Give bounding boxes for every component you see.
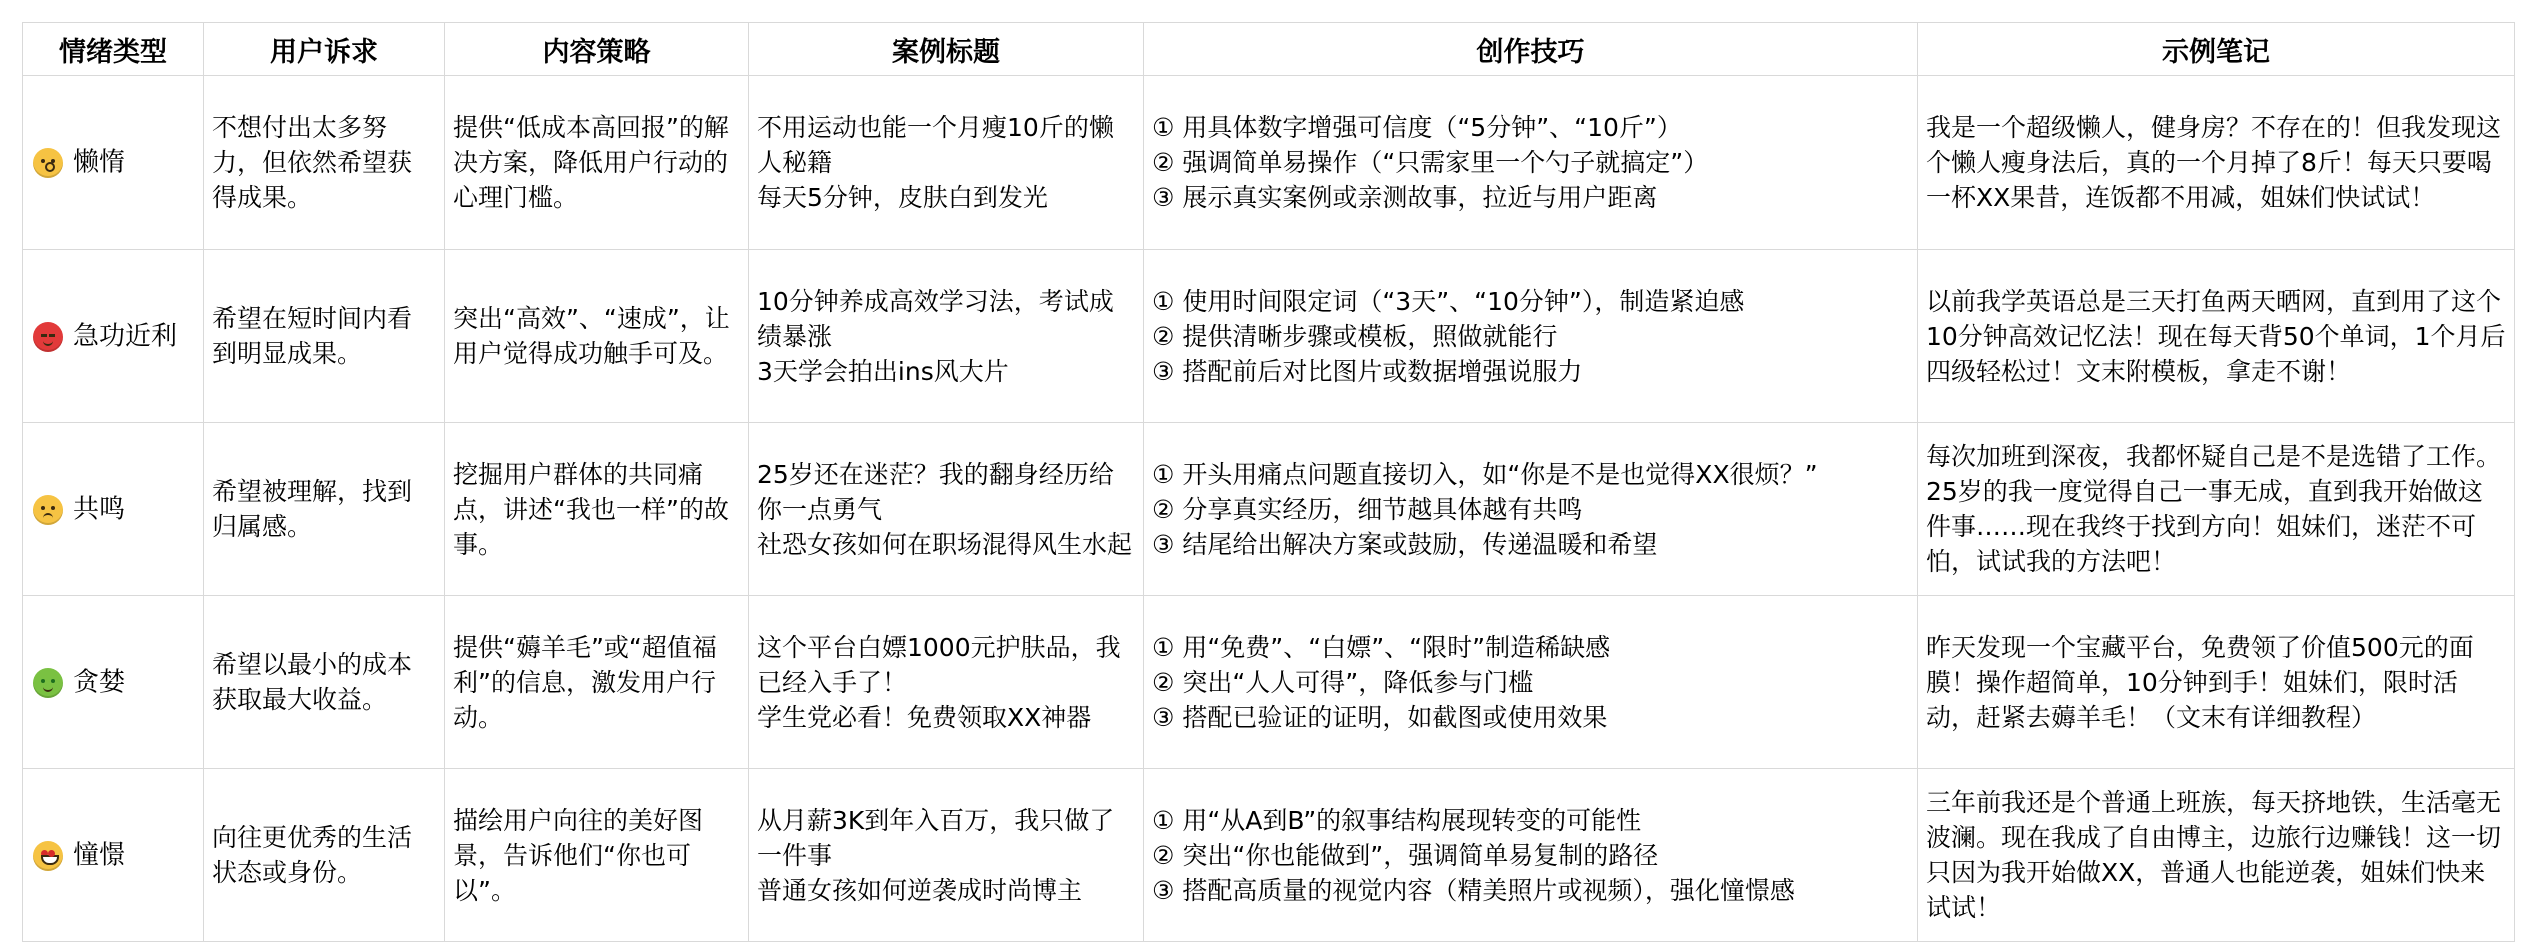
case-title: 25岁还在迷茫？我的翻身经历给你一点勇气 [757,459,1114,524]
case-title: 学生党必看！免费领取XX神器 [757,702,1092,732]
techniques-cell [1144,423,1918,596]
table-row [23,596,2515,769]
titles-cell [749,250,1144,423]
table-row [23,423,2515,596]
technique-item: ② 突出“你也能做到”，强调简单易复制的路径 [1152,840,1659,870]
strategy-cell: 突出“高效”、“速成”，让用户觉得成功触手可及。 [445,250,749,423]
table-row [23,76,2515,250]
technique-item: ① 用具体数字增强可信度（“5分钟”、“10斤”） [1152,113,1682,142]
header-case-title: 案例标题 [749,23,1144,76]
sleepy-face-icon [33,148,63,178]
technique-item: ② 分享真实经历，细节越具体越有共鸣 [1152,494,1583,524]
technique-item: ③ 展示真实案例或亲测故事，拉近与用户距离 [1152,183,1658,212]
emotion-cell [23,596,204,769]
note-cell: 三年前我还是个普通上班族，每天挤地铁，生活毫无波澜。现在我成了自由博主，边旅行边赚钱！这一切只因为我开始做XX，普通人也能逆袭，姐妹们快来试试！ [1918,769,2515,942]
case-title: 这个平台白嫖1000元护肤品，我已经入手了！ [757,632,1121,697]
technique-item: ② 强调简单易操作（“只需家里一个勺子就搞定”） [1152,148,1709,177]
techniques-cell [1144,769,1918,942]
strategy-cell: 提供“低成本高回报”的解决方案，降低用户行动的心理门槛。 [445,76,749,250]
emotion-cell [23,423,204,596]
angry-face-icon [33,322,63,352]
note-cell: 昨天发现一个宝藏平台，免费领了价值500元的面膜！操作超简单，10分钟到手！姐妹们，限时活动，赶紧去薅羊毛！（文末有详细教程） [1918,596,2515,769]
emotion-label: 憧憬 [73,840,126,871]
header-emotion-type: 情绪类型 [23,23,204,76]
emotion-label: 急功近利 [73,321,178,352]
sad-face-icon [33,495,63,525]
emotion-cell [23,250,204,423]
strategy-cell: 描绘用户向往的美好图景，告诉他们“你也可以”。 [445,769,749,942]
note-cell: 我是一个超级懒人，健身房？不存在的！但我发现这个懒人瘦身法后，真的一个月掉了8斤！每天只要喝一杯XX果昔，连饭都不用减，姐妹们快试试！ [1918,76,2515,250]
technique-item: ③ 搭配高质量的视觉内容（精美照片或视频），强化憧憬感 [1152,875,1795,905]
titles-cell [749,769,1144,942]
demand-cell: 希望以最小的成本获取最大收益。 [204,596,445,769]
technique-item: ③ 结尾给出解决方案或鼓励，传递温暖和希望 [1152,529,1658,559]
emotion-label: 共鸣 [73,494,126,525]
table-header-row [23,23,2515,76]
techniques-cell [1144,76,1918,250]
titles-cell [749,596,1144,769]
strategy-cell: 挖掘用户群体的共同痛点，讲述“我也一样”的故事。 [445,423,749,596]
technique-item: ② 突出“人人可得”，降低参与门槛 [1152,667,1534,697]
techniques-cell [1144,250,1918,423]
table-row [23,250,2515,423]
demand-cell: 希望被理解，找到归属感。 [204,423,445,596]
technique-item: ③ 搭配已验证的证明，如截图或使用效果 [1152,702,1608,732]
emotion-cell [23,76,204,250]
technique-item: ① 用“免费”、“白嫖”、“限时”制造稀缺感 [1152,632,1611,662]
titles-cell [749,423,1144,596]
case-title: 每天5分钟，皮肤白到发光 [757,183,1048,212]
header-creation-tips: 创作技巧 [1144,23,1918,76]
titles-cell [749,76,1144,250]
money-face-icon [33,668,63,698]
techniques-cell [1144,596,1918,769]
table-row [23,769,2515,942]
technique-item: ① 使用时间限定词（“3天”、“10分钟”），制造紧迫感 [1152,286,1745,316]
header-user-demand: 用户诉求 [204,23,445,76]
case-title: 社恐女孩如何在职场混得风生水起 [757,529,1133,559]
case-title: 从月薪3K到年入百万，我只做了一件事 [757,805,1115,870]
emotion-cell [23,769,204,942]
case-title: 10分钟养成高效学习法，考试成绩暴涨 [757,286,1114,351]
header-content-strategy: 内容策略 [445,23,749,76]
note-cell: 每次加班到深夜，我都怀疑自己是不是选错了工作。25岁的我一度觉得自己一事无成，直到我开始做这件事……现在我终于找到方向！姐妹们，迷茫不可怕，试试我的方法吧！ [1918,423,2515,596]
star-struck-face-icon [33,841,63,871]
demand-cell: 向往更优秀的生活状态或身份。 [204,769,445,942]
emotion-label: 懒惰 [73,147,126,178]
technique-item: ① 用“从A到B”的叙事结构展现转变的可能性 [1152,805,1642,835]
case-title: 不用运动也能一个月瘦10斤的懒人秘籍 [757,113,1114,177]
strategy-cell: 提供“薅羊毛”或“超值福利”的信息，激发用户行动。 [445,596,749,769]
case-title: 3天学会拍出ins风大片 [757,356,1009,386]
case-title: 普通女孩如何逆袭成时尚博主 [757,875,1083,905]
emotion-label: 贪婪 [73,667,126,698]
emotion-content-table [22,22,2515,942]
header-example-note: 示例笔记 [1918,23,2515,76]
demand-cell: 不想付出太多努力，但依然希望获得成果。 [204,76,445,250]
note-cell: 以前我学英语总是三天打鱼两天晒网，直到用了这个10分钟高效记忆法！现在每天背50个单词，1个月后四级轻松过！文末附模板，拿走不谢！ [1918,250,2515,423]
technique-item: ① 开头用痛点问题直接切入，如“你是不是也觉得XX很烦？” [1152,459,1818,489]
technique-item: ② 提供清晰步骤或模板，照做就能行 [1152,321,1558,351]
demand-cell: 希望在短时间内看到明显成果。 [204,250,445,423]
technique-item: ③ 搭配前后对比图片或数据增强说服力 [1152,356,1583,386]
